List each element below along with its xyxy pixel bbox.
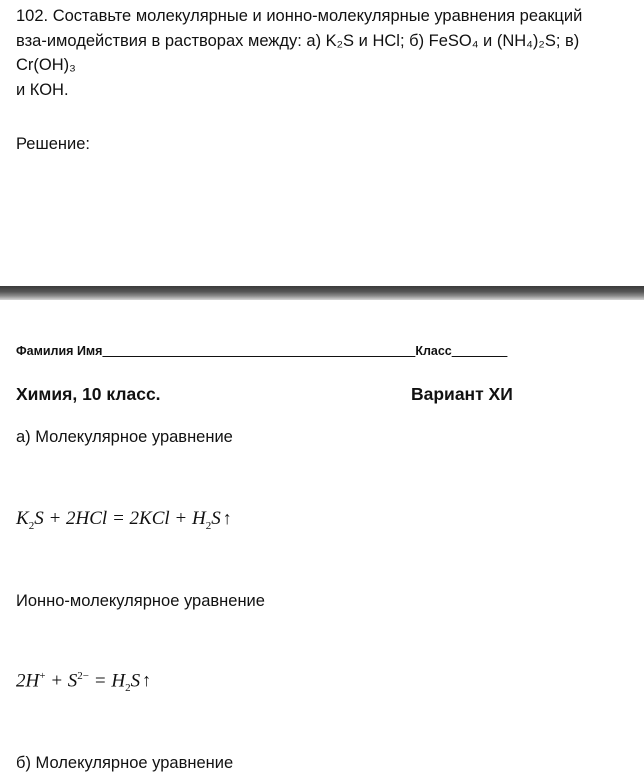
variant-title: Вариант ХИ <box>411 384 513 404</box>
class-blank: ________ <box>451 344 508 358</box>
problem-line-1: 102. Составьте молекулярные и ионно-молекулярные уравнения реакций <box>16 7 583 25</box>
part-b-molecular-label: б) Молекулярное уравнение <box>16 754 234 772</box>
gas-arrow-icon: ↑ <box>142 670 152 691</box>
student-line <box>16 344 507 358</box>
page-divider <box>0 286 644 300</box>
molecular-equation: $K_2S + 2HCl = 2KCl + H_2S$ ↑ <box>16 508 232 532</box>
name-label: Фамилия Имя <box>16 344 103 358</box>
problem-number: 102. <box>16 7 49 25</box>
part-a-ionic-label: Ионно-молекулярное уравнение <box>16 592 265 610</box>
ionic-equation: $2H^+ + S^{2-} = H_2S$ ↑ <box>16 670 152 695</box>
gas-arrow-icon: ↑ <box>222 508 232 528</box>
part-a-molecular-label: а) Молекулярное уравнение <box>16 428 233 446</box>
class-label: Класс <box>415 344 452 358</box>
problem-line-3: и КОН. <box>16 80 69 99</box>
solution-label: Решение: <box>16 135 90 153</box>
problem-statement <box>16 4 636 102</box>
subject-title: Химия, 10 класс. <box>16 384 161 404</box>
problem-line-2: вза-имодействия в растворах между: а) K₂S и HCl; б) FeSO₄ и (NH₄)₂S; в) Cr(OH)₃ <box>16 31 580 74</box>
name-blank: _____________________________________________ <box>102 344 416 358</box>
